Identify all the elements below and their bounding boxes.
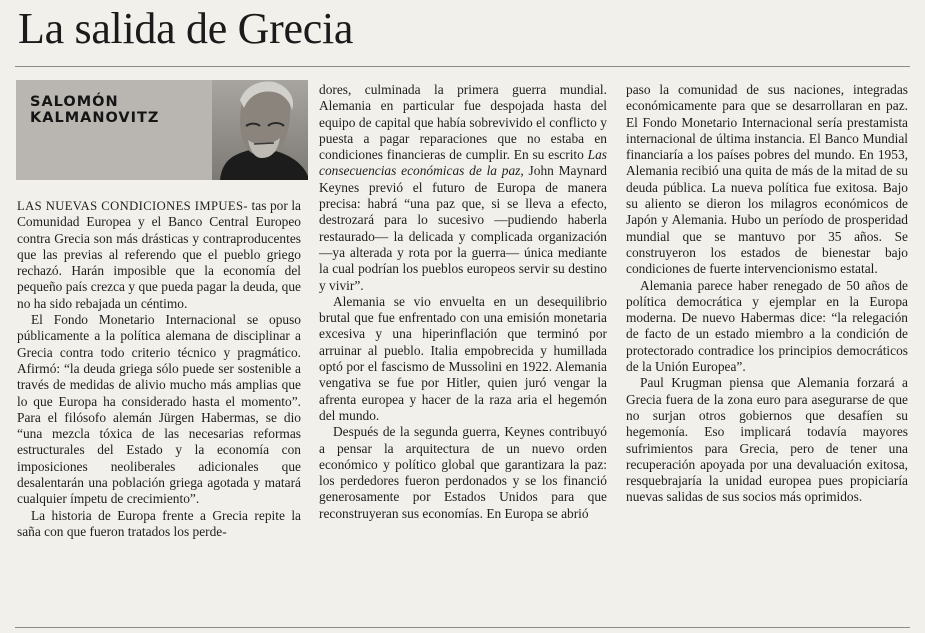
book-title: Las consecuencias económicas de la paz [319, 147, 607, 179]
column2-p1-text: dores, culminada la primera guerra mundial. Alemania en particular fue despojada hasta del equipo de capital que había sobrevivido el conflicto y puesta a pagar reparaciones que no estaba en condiciones financieras de cumplir. En su escrito [319, 82, 607, 163]
column-1 [17, 198, 301, 540]
headline: La salida de Grecia [18, 4, 354, 53]
column2-p3: Después de la segunda guerra, Keynes contribuyó a pensar la arquitectura de un nuevo orden económico y político global que garantizara la paz: los perdedores fueron perdonados y se los financió generosamente por Estados Unidos para que reconstruyeran sus economías. En Europa se abrió [319, 424, 607, 521]
column3-p3: Paul Krugman piensa que Alemania forzará a Grecia fuera de la zona euro para asegurarse de que no surjan otros gobiernos que desafíen su hegemonía. Eso implicará todavía mayores sufrimientos para Grecia, pero de tener una recuperación apoyada por una devaluación exitosa, resquebrajaría la unidad europea pues propiciaría nuevas salidas de sus socios más oprimidos. [626, 375, 908, 505]
column3-p1: paso la comunidad de sus naciones, integradas económicamente para que se desarrollaran en paz. El Fondo Monetario Internacional sería prestamista internacional de última instancia. El Banco Mundial financiaría a los países pobres del mundo. En 1953, Alemania recibió una quita de más de la mitad de su deuda pública. La nueva política fue exitosa. Bajo su aliento se dieron los milagros económicos de Japón y Alemania. Hubo un período de prosperidad mundial que se mantuvo por 35 años. Se construyeron los estados de bienestar bajo condiciones de fuerte intervencionismo estatal. [626, 82, 908, 277]
column1-p1: tas por la Comunidad Europea y el Banco Central Europeo contra Grecia son más drásticas y contraproducentes que las previas al referendo que el pueblo griego rechazó. Harán imposible que la economía del pequeño país crezca y que pueda pagar la deuda, que no ha sido rebajada un céntimo. [17, 198, 301, 311]
author-photo [212, 80, 308, 180]
column1-p2: El Fondo Monetario Internacional se opuso públicamente a la política alemana de disciplinar a Grecia contra todo criterio técnico y pragmático. Afirmó: “la deuda griega sólo puede ser sostenible a través de medidas de alivio mucho más amplias que lo que Europa ha considerado hasta el momento”. Para el filósofo alemán Jürgen Habermas, se dio “una mezcla tóxica de las necesarias reformas estructurales del Estado y la economía con imposiciones neoliberales adicionales que desalentarán una población griega agotada y matará cualquier ímpetu de crecimiento”. [17, 312, 301, 507]
footer-rule [15, 627, 910, 628]
column1-p3: La historia de Europa frente a Grecia repite la saña con que fueron tratados los perde- [17, 507, 301, 539]
column3-p2: Alemania parece haber renegado de 50 años de política democrática y ejemplar en la Europa moderna. De nuevo Habermas dice: “la relegación de facto de un estado miembro a la condición de protectorado contradice los principios democráticos de la Unión Europea”. [626, 277, 908, 375]
column-3 [626, 82, 908, 506]
author-name: SALOMÓN KALMANOVITZ [30, 94, 160, 126]
header-rule [15, 66, 910, 67]
column-2 [319, 82, 607, 522]
column2-p2: Alemania se vio envuelta en un desequilibrio brutal que fue enfrentado con una emisión monetaria excesiva y una hiperinflación que terminó por arruinar al pueblo. Italia empobrecida y humillada optó por el fascismo de Mussolini en 1922. Alemania vengativa se fue por Hitler, quien juró vengar la afrenta europea y hacer de la raza aria el hegemón del mundo. [319, 293, 607, 423]
column2-p1 [319, 82, 607, 294]
lead-caps: LAS NUEVAS CONDICIONES IMPUES- [17, 199, 248, 213]
column2-p1-text-b: , John Maynard Keynes previó el futuro de Europa de manera precisa: habrá “una paz que, si se lleva a efecto, destrozará para lo sucesivo —pudiendo haberla restaurado— la delicada y complicada organización —ya alterada y rota por la guerra— única mediante la cual podrían los pueblos europeos servir su destino y vivir”. [319, 163, 607, 293]
byline-box [16, 80, 308, 180]
lead-paragraph [17, 198, 301, 312]
